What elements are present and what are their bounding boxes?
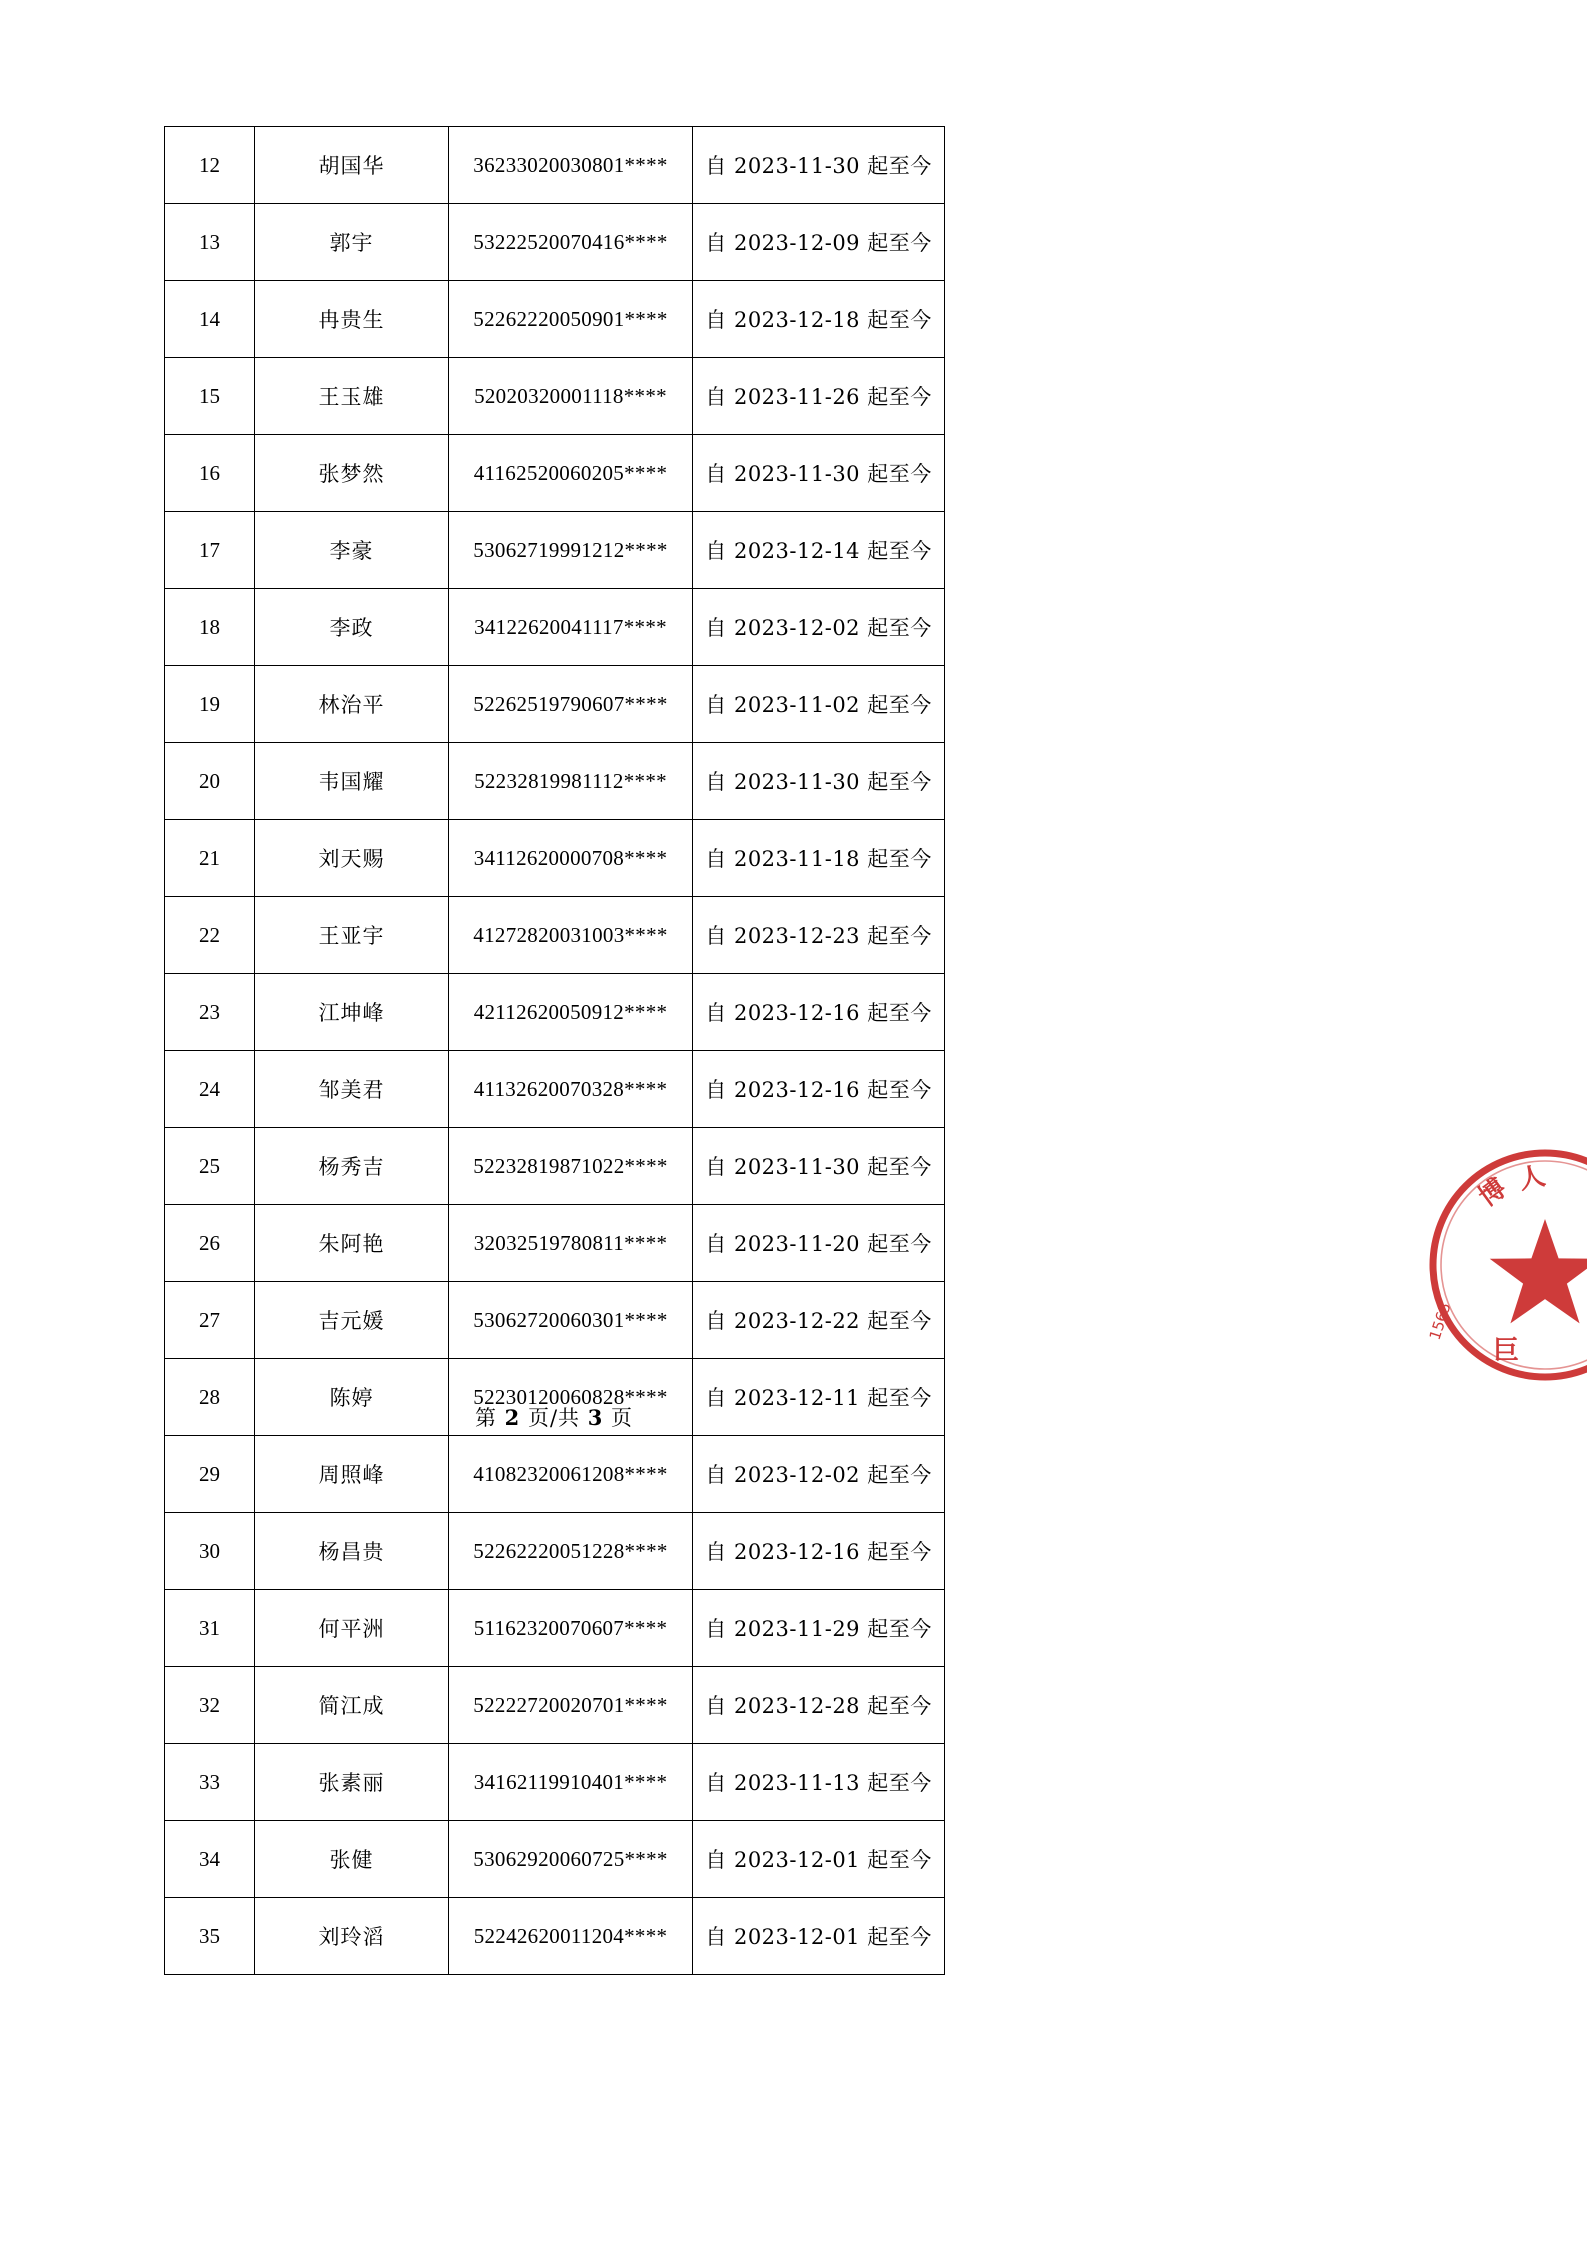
cell-name: 朱阿艳 [255, 1205, 449, 1282]
cell-name: 胡国华 [255, 127, 449, 204]
cell-date-range: 自 2023-11-20 起至今 [693, 1205, 945, 1282]
cell-date-range: 自 2023-12-11 起至今 [693, 1359, 945, 1436]
cell-index: 29 [165, 1436, 255, 1513]
cell-name: 郭宇 [255, 204, 449, 281]
page-footer [164, 1402, 944, 1432]
cell-index: 21 [165, 820, 255, 897]
cell-id-number: 41082320061208**** [449, 1436, 693, 1513]
cell-name: 何平洲 [255, 1590, 449, 1667]
cell-date-range: 自 2023-12-16 起至今 [693, 1513, 945, 1590]
cell-name: 杨昌贵 [255, 1513, 449, 1590]
cell-index: 13 [165, 204, 255, 281]
cell-id-number: 52230120060828**** [449, 1359, 693, 1436]
table-row [165, 1744, 945, 1821]
cell-id-number: 41272820031003**** [449, 897, 693, 974]
cell-index: 19 [165, 666, 255, 743]
cell-id-number: 41132620070328**** [449, 1051, 693, 1128]
personnel-table [164, 126, 945, 1975]
cell-date-range: 自 2023-11-02 起至今 [693, 666, 945, 743]
table-row [165, 358, 945, 435]
cell-name: 张梦然 [255, 435, 449, 512]
cell-id-number: 41162520060205**** [449, 435, 693, 512]
cell-date-range: 自 2023-11-30 起至今 [693, 1128, 945, 1205]
table-row [165, 974, 945, 1051]
cell-date-range: 自 2023-12-01 起至今 [693, 1898, 945, 1975]
svg-text:人: 人 [1516, 1161, 1548, 1196]
table-row [165, 1898, 945, 1975]
cell-name: 刘天赐 [255, 820, 449, 897]
footer-current-page: 2 [504, 1405, 521, 1430]
table-row [165, 1667, 945, 1744]
table-row [165, 1051, 945, 1128]
table-row [165, 743, 945, 820]
cell-date-range: 自 2023-11-18 起至今 [693, 820, 945, 897]
cell-name: 林治平 [255, 666, 449, 743]
cell-id-number: 36233020030801**** [449, 127, 693, 204]
cell-name: 张健 [255, 1821, 449, 1898]
cell-date-range: 自 2023-12-22 起至今 [693, 1282, 945, 1359]
cell-name: 江坤峰 [255, 974, 449, 1051]
table-body [165, 127, 945, 1975]
cell-id-number: 52262519790607**** [449, 666, 693, 743]
cell-id-number: 32032519780811**** [449, 1205, 693, 1282]
table-row [165, 897, 945, 974]
footer-suffix: 页 [611, 1406, 634, 1430]
cell-date-range: 自 2023-12-16 起至今 [693, 974, 945, 1051]
cell-index: 14 [165, 281, 255, 358]
cell-id-number: 52242620011204**** [449, 1898, 693, 1975]
cell-index: 20 [165, 743, 255, 820]
cell-date-range: 自 2023-11-30 起至今 [693, 435, 945, 512]
cell-index: 31 [165, 1590, 255, 1667]
cell-name: 陈婷 [255, 1359, 449, 1436]
cell-name: 李政 [255, 589, 449, 666]
cell-id-number: 51162320070607**** [449, 1590, 693, 1667]
cell-id-number: 34112620000708**** [449, 820, 693, 897]
cell-date-range: 自 2023-12-09 起至今 [693, 204, 945, 281]
official-red-seal [1425, 1145, 1587, 1385]
cell-id-number: 52262220051228**** [449, 1513, 693, 1590]
table-row [165, 1205, 945, 1282]
table-row [165, 1128, 945, 1205]
cell-name: 冉贵生 [255, 281, 449, 358]
cell-name: 张素丽 [255, 1744, 449, 1821]
cell-id-number: 42112620050912**** [449, 974, 693, 1051]
cell-index: 22 [165, 897, 255, 974]
cell-name: 简江成 [255, 1667, 449, 1744]
cell-index: 26 [165, 1205, 255, 1282]
cell-date-range: 自 2023-12-23 起至今 [693, 897, 945, 974]
cell-id-number: 53222520070416**** [449, 204, 693, 281]
svg-text:1565: 1565 [1425, 1300, 1455, 1343]
cell-name: 王亚宇 [255, 897, 449, 974]
table-row [165, 1282, 945, 1359]
cell-date-range: 自 2023-11-30 起至今 [693, 743, 945, 820]
cell-id-number: 34162119910401**** [449, 1744, 693, 1821]
svg-text:巨: 巨 [1493, 1336, 1520, 1366]
cell-index: 34 [165, 1821, 255, 1898]
cell-index: 18 [165, 589, 255, 666]
cell-index: 25 [165, 1128, 255, 1205]
cell-date-range: 自 2023-12-01 起至今 [693, 1821, 945, 1898]
cell-id-number: 53062920060725**** [449, 1821, 693, 1898]
cell-date-range: 自 2023-11-29 起至今 [693, 1590, 945, 1667]
table-row [165, 666, 945, 743]
cell-index: 17 [165, 512, 255, 589]
table-row [165, 1590, 945, 1667]
table-row [165, 512, 945, 589]
cell-id-number: 53062720060301**** [449, 1282, 693, 1359]
cell-name: 李豪 [255, 512, 449, 589]
cell-date-range: 自 2023-12-18 起至今 [693, 281, 945, 358]
table-row [165, 281, 945, 358]
cell-date-range: 自 2023-12-16 起至今 [693, 1051, 945, 1128]
cell-id-number: 52262220050901**** [449, 281, 693, 358]
table-row [165, 204, 945, 281]
cell-index: 28 [165, 1359, 255, 1436]
cell-index: 12 [165, 127, 255, 204]
cell-name: 刘玲滔 [255, 1898, 449, 1975]
table-row [165, 589, 945, 666]
cell-date-range: 自 2023-12-02 起至今 [693, 1436, 945, 1513]
cell-name: 韦国耀 [255, 743, 449, 820]
cell-index: 33 [165, 1744, 255, 1821]
table-row [165, 820, 945, 897]
table-row [165, 1821, 945, 1898]
cell-name: 周照峰 [255, 1436, 449, 1513]
cell-index: 24 [165, 1051, 255, 1128]
cell-index: 16 [165, 435, 255, 512]
cell-date-range: 自 2023-12-02 起至今 [693, 589, 945, 666]
cell-date-range: 自 2023-11-26 起至今 [693, 358, 945, 435]
cell-index: 23 [165, 974, 255, 1051]
cell-id-number: 52232819871022**** [449, 1128, 693, 1205]
cell-id-number: 53062719991212**** [449, 512, 693, 589]
cell-index: 35 [165, 1898, 255, 1975]
cell-name: 邹美君 [255, 1051, 449, 1128]
cell-id-number: 52232819981112**** [449, 743, 693, 820]
footer-total-pages: 3 [587, 1405, 604, 1430]
cell-index: 32 [165, 1667, 255, 1744]
cell-id-number: 52020320001118**** [449, 358, 693, 435]
footer-prefix: 第 [474, 1406, 497, 1430]
cell-name: 杨秀吉 [255, 1128, 449, 1205]
table-row [165, 435, 945, 512]
table-row [165, 127, 945, 204]
cell-date-range: 自 2023-11-13 起至今 [693, 1744, 945, 1821]
cell-name: 王玉雄 [255, 358, 449, 435]
cell-id-number: 34122620041117**** [449, 589, 693, 666]
footer-middle: 页/共 [527, 1406, 581, 1430]
cell-index: 15 [165, 358, 255, 435]
cell-index: 27 [165, 1282, 255, 1359]
table-row [165, 1436, 945, 1513]
cell-name: 吉元媛 [255, 1282, 449, 1359]
cell-id-number: 52222720020701**** [449, 1667, 693, 1744]
cell-index: 30 [165, 1513, 255, 1590]
cell-date-range: 自 2023-11-30 起至今 [693, 127, 945, 204]
svg-text:博: 博 [1473, 1173, 1513, 1213]
cell-date-range: 自 2023-12-14 起至今 [693, 512, 945, 589]
cell-date-range: 自 2023-12-28 起至今 [693, 1667, 945, 1744]
table-row [165, 1513, 945, 1590]
